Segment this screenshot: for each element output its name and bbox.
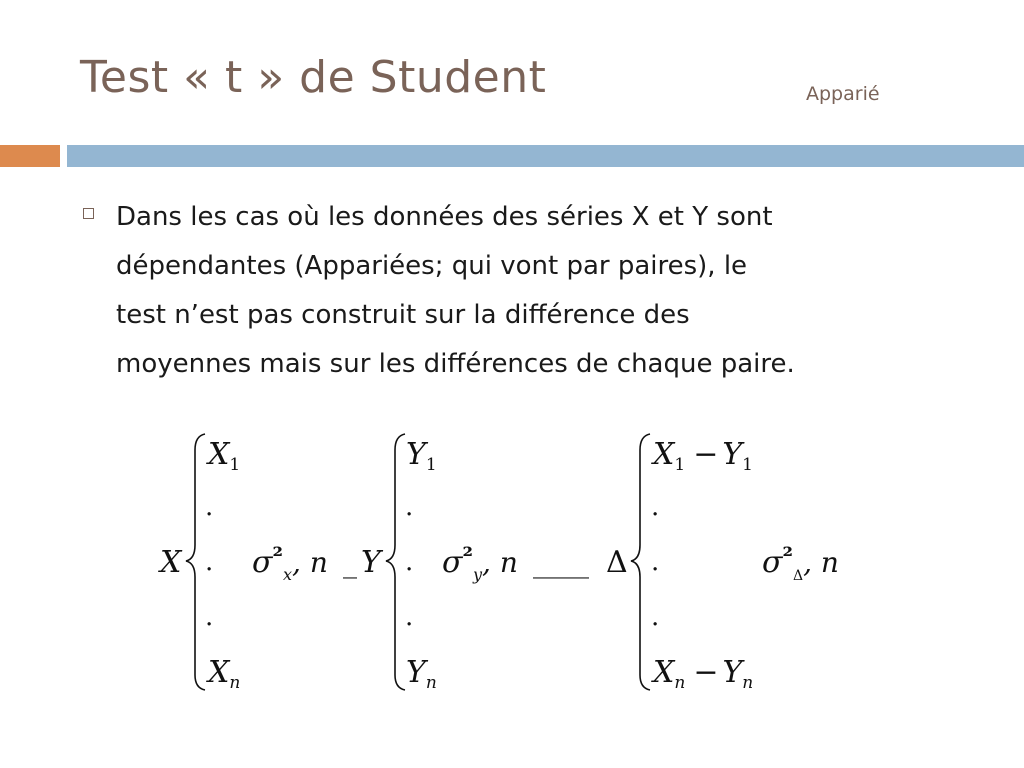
bullet-line: Dans les cas où les données des séries X et Y sont	[116, 202, 773, 232]
delta-dot-1: .	[651, 492, 660, 522]
x-first: $X_1$	[208, 437, 241, 475]
bullet-square-icon	[83, 208, 94, 219]
sigma-y: $\sigma^{^2}_y$, n	[442, 541, 518, 584]
formula-svg	[0, 420, 1024, 710]
sigma-delta: $\sigma^{^2}_\Delta$, n	[762, 541, 839, 584]
y-dot-2: .	[405, 547, 414, 577]
accent-bar-orange	[0, 145, 60, 167]
accent-bar-blue	[67, 145, 1024, 167]
brace-y	[386, 434, 405, 690]
y-last: $Y_n$	[406, 655, 437, 693]
brace-x	[186, 434, 205, 690]
formula-Y-label: Y	[361, 545, 381, 580]
delta-dot-3: .	[651, 602, 660, 632]
y-dot-1: .	[405, 492, 414, 522]
x-dot-3: .	[205, 602, 214, 632]
bullet-paragraph	[116, 193, 996, 389]
formula-Delta-label: Δ	[606, 545, 628, 580]
slide-subtitle: Apparié	[806, 83, 880, 105]
y-first: $Y_1$	[406, 437, 437, 475]
sep-xy: _	[343, 546, 357, 579]
brace-delta	[631, 434, 650, 690]
sep-long: ____	[533, 546, 589, 579]
bullet-line: test n’est pas construit sur la différence des	[116, 300, 690, 330]
x-last: $X_n$	[208, 655, 241, 693]
delta-first: $X_1 - Y_1$	[653, 437, 753, 475]
x-dot-2: .	[205, 547, 214, 577]
bullet-line: dépendantes (Appariées; qui vont par paires), le	[116, 251, 748, 281]
slide-title: Test « t » de Student	[80, 52, 547, 103]
paired-formula	[0, 420, 1024, 710]
formula-X-label: X	[160, 545, 182, 580]
x-dot-1: .	[205, 492, 214, 522]
bullet-line: moyennes mais sur les différences de chaque paire.	[116, 349, 795, 379]
delta-dot-2: .	[651, 547, 660, 577]
delta-last: $X_n - Y_n$	[653, 655, 754, 693]
sigma-x: $\sigma^{^2}_x$, n	[252, 541, 328, 584]
y-dot-3: .	[405, 602, 414, 632]
